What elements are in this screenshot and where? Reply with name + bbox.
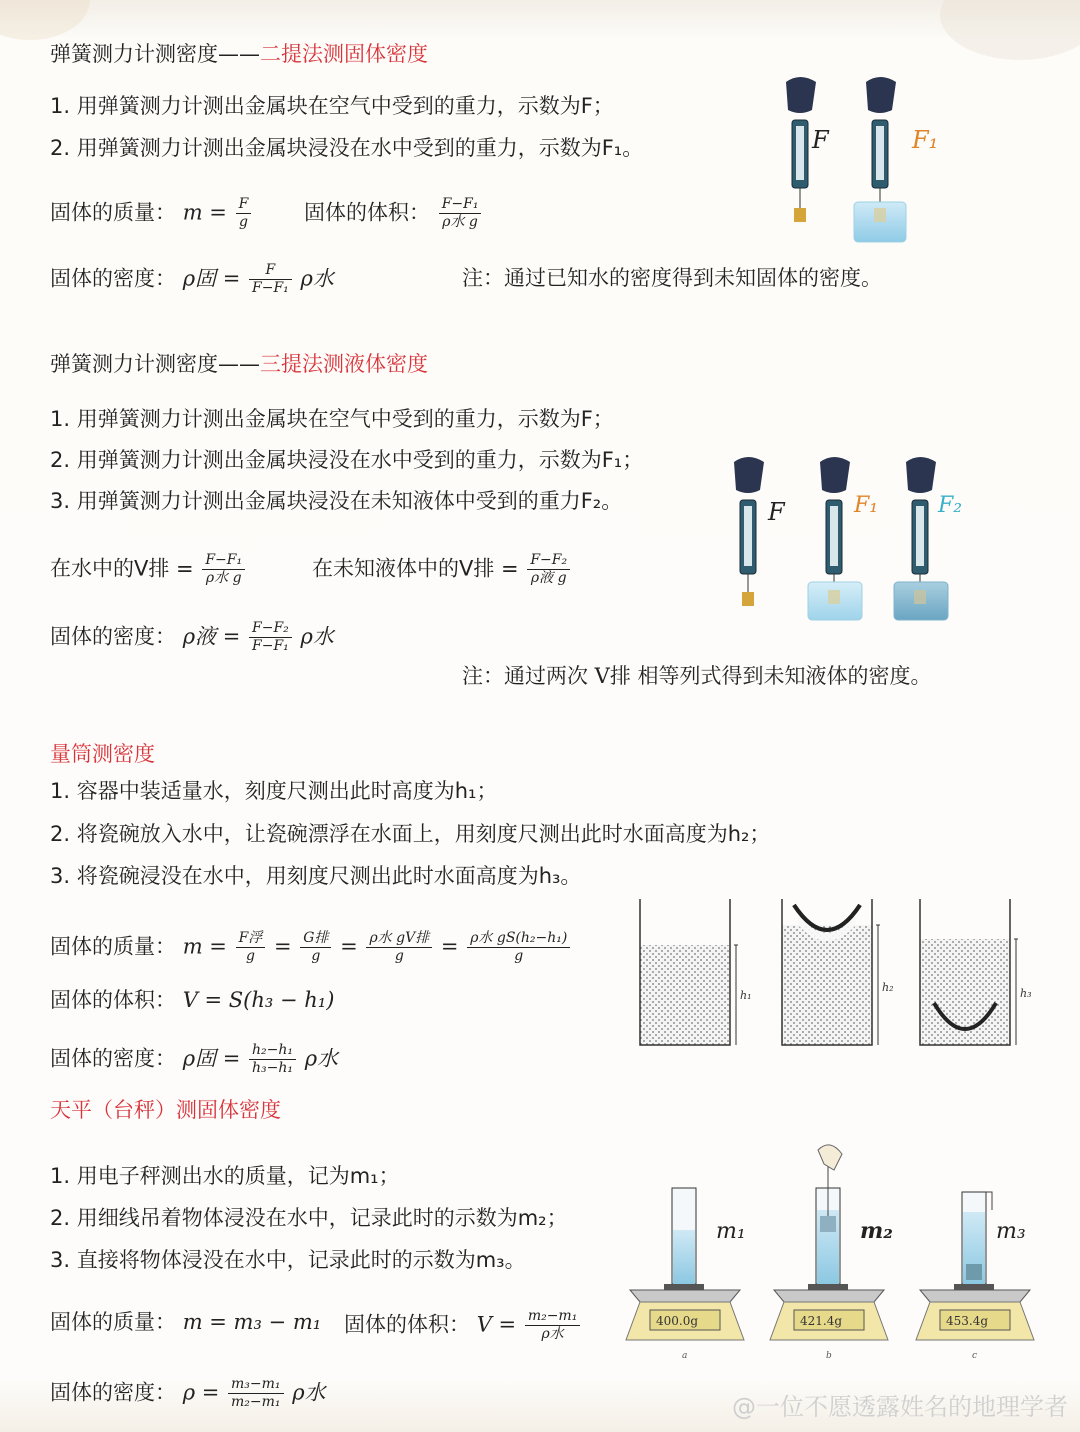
section4-volume-formula [344,1308,582,1343]
section3-volume-formula [50,986,334,1014]
spring-scale-1 [734,457,764,606]
section1-step-2: 2. 用弹簧测力计测出金属块浸没在水中受到的重力，示数为F₁。 [50,136,644,160]
fraction-numerator: h₂−h₁ [249,1042,296,1060]
fraction [236,930,266,965]
scale-c-mass-label: m₃ [996,1219,1026,1244]
section3-step-1: 1. 容器中装适量水，刻度尺测出此时高度为h₁； [50,779,498,803]
fraction [439,196,482,231]
fraction [467,930,570,965]
formula-label: 固体的体积： [344,1312,470,1337]
fraction-denominator: F−F₁ [252,638,289,654]
section1-density-formula [50,262,334,297]
figure2-label-f2: F₂ [938,493,963,518]
formula-label: 固体的质量： [50,934,176,959]
section2-step-2: 2. 用弹簧测力计测出金属块浸没在水中受到的重力，示数为F₁； [50,448,644,472]
section2-note: 注：通过两次 V排 相等列式得到未知液体的密度。 [462,664,932,688]
fraction-numerator: F浮 [236,930,266,948]
section1-spring-scale-figure [770,70,970,250]
fraction-denominator: g [245,948,255,964]
formula-tail: ρ水 [292,1380,326,1405]
fraction [249,620,292,655]
section4-density-formula [50,1376,326,1411]
fraction-denominator: h₃−h₁ [252,1060,293,1076]
fraction-numerator: F [236,196,252,214]
section1-note: 注：通过已知水的密度得到未知固体的密度。 [462,266,882,290]
watermark: @一位不愿透露姓名的地理学者 [732,1393,1068,1421]
fraction-numerator: F−F₂ [527,552,570,570]
section1-title-highlight: 二提法测固体密度 [260,42,428,66]
fraction [228,1376,284,1411]
formula-lhs: m = [182,934,227,959]
scale-b-sub-label: b [826,1351,832,1361]
scale-b [770,1145,893,1361]
fraction [236,196,252,231]
fraction-numerator: F−F₁ [202,552,245,570]
container3-h-label: h₃ [1020,987,1032,1000]
formula-lhs: ρ固 = [182,1046,241,1071]
formula-expression: m = m₃ − m₁ [182,1310,322,1334]
formula-label: 固体的密度： [50,266,176,291]
container1-h-label: h₁ [740,989,752,1002]
formula-tail: ρ水 [304,1046,339,1071]
section1-step-1: 1. 用弹簧测力计测出金属块在空气中受到的重力，示数为F； [50,94,614,118]
section4-scale-figure [620,1140,1060,1365]
section2-vliquid-formula [312,552,572,587]
section2-title-prefix: 弹簧测力计测密度—— [50,352,260,376]
formula-tail: ρ水 [300,266,334,291]
formula-tail: ρ水 [300,624,334,649]
container2-h-label: h₂ [882,981,894,994]
scale-b-mass-label: m₂ [860,1218,893,1244]
spring-scale-3 [894,457,948,620]
formula-lhs: ρ液 = [182,624,241,649]
section2-title-highlight: 三提法测液体密度 [260,352,428,376]
fraction-numerator: m₂−m₁ [525,1308,581,1326]
fraction [202,552,245,587]
scale-a-sub-label: a [682,1351,688,1361]
fraction-denominator: F−F₁ [252,280,289,296]
formula-label: 固体的体积： [50,988,176,1012]
section4-step-3: 3. 直接将物体浸没在水中，记录此时的示数为m₃。 [50,1248,526,1272]
section4-mass-formula [50,1308,321,1336]
scale-c [916,1192,1034,1361]
formula-label: 固体的体积： [304,200,430,225]
formula-lhs: V = [476,1312,517,1337]
flower-decoration-top-right [940,0,1080,60]
fraction [249,1042,296,1077]
section2-vwater-formula [50,552,247,587]
section2-density-formula [50,620,334,655]
scale-c-reading: 453.4g [946,1314,989,1328]
scale-a [626,1188,746,1361]
section3-step-2: 2. 将瓷碗放入水中，让瓷碗漂浮在水面上，用刻度尺测出此时水面高度为h₂； [50,822,771,846]
scale-c-sub-label: c [972,1351,978,1361]
formula-lhs: m = [182,200,227,225]
formula-label: 固体的质量： [50,1310,176,1334]
fraction-denominator: ρ水 g [442,214,478,230]
fraction-numerator: F−F₂ [249,620,292,638]
fraction-numerator: ρ水 gS(h₂−h₁) [467,930,570,948]
fraction [527,552,570,587]
section2-title [50,350,428,378]
figure2-label-f: F [768,498,785,526]
scale-a-reading: 400.0g [656,1314,699,1328]
fraction-denominator: m₂−m₁ [231,1394,281,1410]
fraction-numerator: F [249,262,292,280]
figure2-label-f1: F₁ [854,493,879,518]
section3-density-formula [50,1042,338,1077]
section3-step-3: 3. 将瓷碗浸没在水中，用刻度尺测出此时水面高度为h₃。 [50,864,582,888]
section1-title [50,40,428,68]
spring-scale-2 [808,457,862,620]
fraction-denominator: g [238,214,248,230]
section2-spring-scale-figure [720,450,980,625]
spring-scale-2 [854,77,906,242]
section4-step-2: 2. 用细线吊着物体浸没在水中，记录此时的示数为m₂； [50,1206,568,1230]
section1-volume-formula [304,196,483,231]
section3-title: 量筒测密度 [50,742,155,766]
formula-label: 固体的质量： [50,200,176,225]
fraction-numerator: m₃−m₁ [228,1376,284,1394]
flower-decoration-top-left [0,0,90,40]
fraction-numerator: ρ水 gV排 [366,930,432,948]
fraction-denominator: ρ液 g [530,570,567,586]
fraction-denominator: ρ水 g [205,570,242,586]
formula-lhs: ρ = [182,1380,220,1405]
section3-mass-formula: 固体的质量： m = $\frac{\text{F浮}}{g}$ = $\frac{\text{G排}}{g}$ = $\frac{\text{ρ水 gV排}}{g}$ = $\frac{\text{ρ水 gS(h₂−h₁)}}{g}$ [50,930,572,965]
fraction-denominator: g [394,948,404,964]
section4-title: 天平（台秤）测固体密度 [50,1098,281,1122]
fraction-denominator: g [514,948,524,964]
section4-step-1: 1. 用电子秤测出水的质量，记为m₁； [50,1164,400,1188]
figure1-label-f1: F₁ [912,126,939,154]
section2-step-3: 3. 用弹簧测力计测出金属块浸没在未知液体中受到的重力F₂。 [50,489,623,513]
section3-container-figure [630,895,1060,1060]
formula-label: 在水中的V排 = [50,556,194,581]
section2-step-1: 1. 用弹簧测力计测出金属块在空气中受到的重力，示数为F； [50,407,614,431]
formula-expression: V = S(h₃ − h₁) [182,988,335,1012]
fraction-denominator: ρ水 [541,1326,564,1342]
formula-label: 固体的密度： [50,1046,176,1071]
formula-label: 在未知液体中的V排 = [312,556,519,581]
formula-lhs: ρ固 = [182,266,241,291]
container-3 [920,899,1032,1045]
section1-mass-formula [50,196,253,231]
fraction [300,930,331,965]
scale-b-reading: 421.4g [800,1314,843,1328]
formula-label: 固体的密度： [50,1380,176,1405]
fraction [249,262,292,297]
figure1-label-f: F [812,126,829,154]
fraction-numerator: G排 [300,930,331,948]
fraction [366,930,432,965]
fraction-denominator: g [311,948,321,964]
fraction [525,1308,581,1343]
formula-label: 固体的密度： [50,624,176,649]
section1-title-prefix: 弹簧测力计测密度—— [50,42,260,66]
container-1 [640,899,752,1045]
container-2 [782,899,894,1045]
scale-a-mass-label: m₁ [716,1219,746,1244]
fraction-numerator: F−F₁ [439,196,482,214]
